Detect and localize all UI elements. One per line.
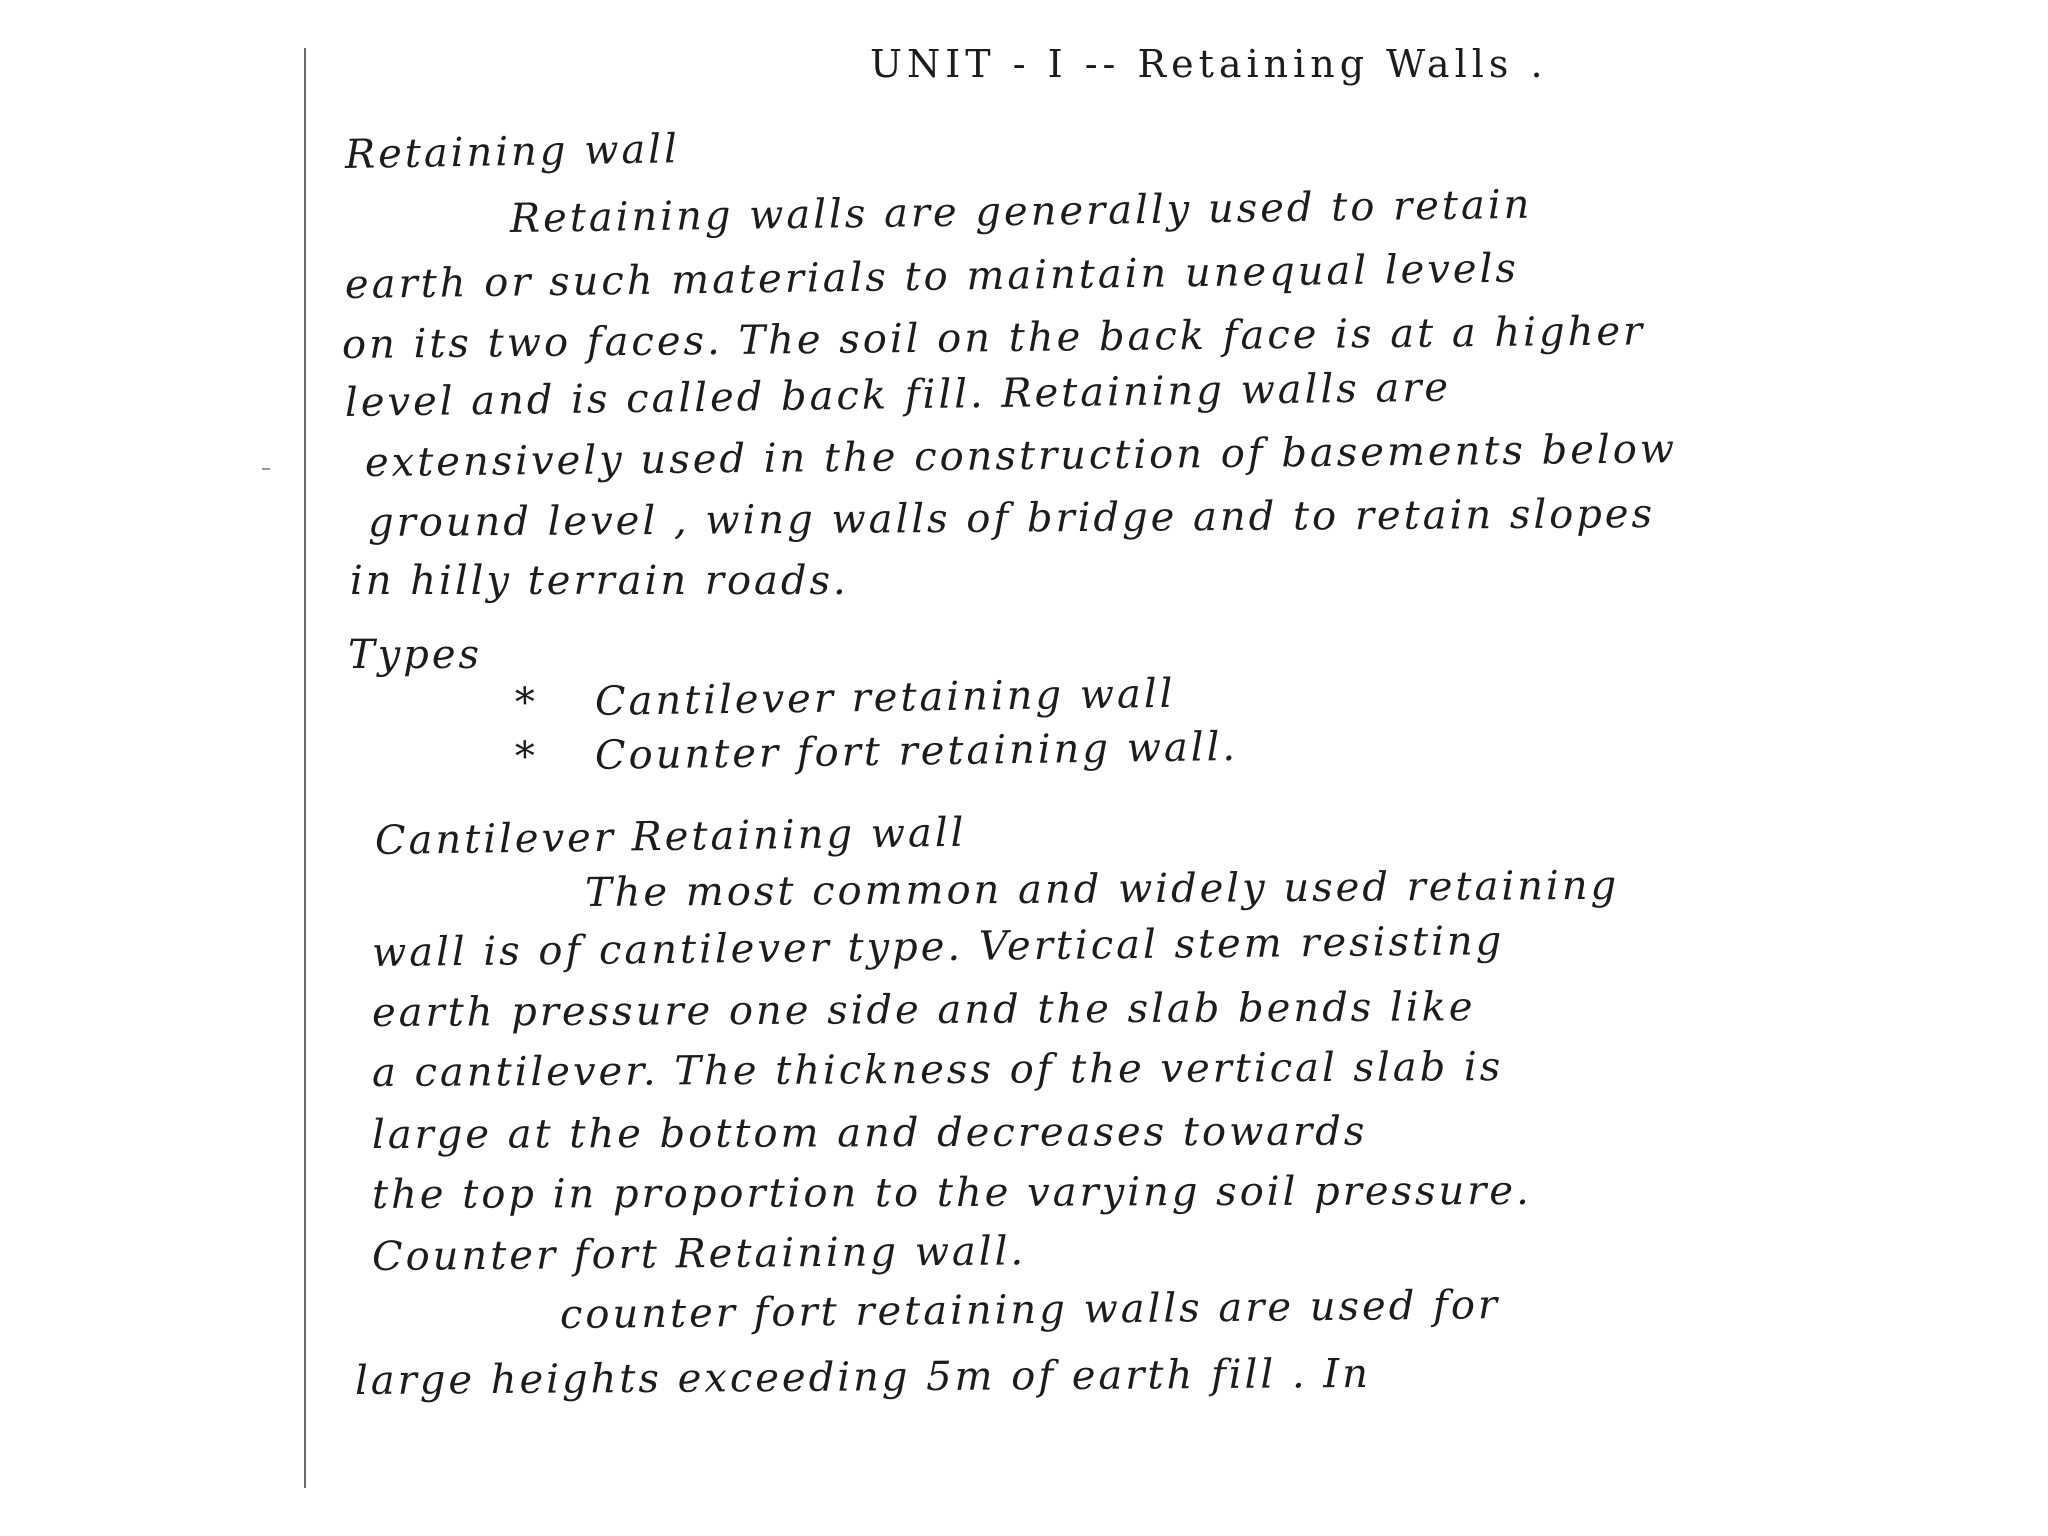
bullet-text: Cantilever retaining wall — [594, 670, 1176, 725]
paragraph-line: the top in proportion to the varying soil pressure. — [371, 1167, 1532, 1218]
paragraph-line: earth pressure one side and the slab bends like — [371, 984, 1476, 1036]
paragraph-line: in hilly terrain roads. — [350, 558, 849, 604]
paragraph-line: counter fort retaining walls are used for — [559, 1282, 1501, 1338]
paragraph-line: level and is called back fill. Retaining walls are — [344, 364, 1452, 426]
page-title: UNIT - I -- Retaining Walls . — [870, 42, 1548, 86]
paragraph-line: ground level , wing walls of bridge and to retain slopes — [367, 491, 1656, 546]
paragraph-line: large at the bottom and decreases towards — [371, 1108, 1368, 1158]
paragraph-line: The most common and widely used retaining — [584, 862, 1620, 916]
bullet-asterisk: * — [514, 679, 539, 726]
paper-speck — [262, 468, 270, 470]
paragraph-line: Retaining walls are generally used to retain — [509, 181, 1533, 242]
paragraph-line: wall is of cantilever type. Vertical stem resisting — [371, 918, 1505, 976]
paragraph-line: a cantilever. The thickness of the vertical slab is — [371, 1044, 1504, 1096]
bullet-item — [515, 671, 1176, 726]
paragraph-line: large heights exceeding 5m of earth fill . In — [354, 1350, 1372, 1404]
paragraph-line: extensively used in the construction of basements below — [364, 426, 1678, 486]
paragraph-line: on its two faces. The soil on the back face is at a higher — [341, 308, 1646, 368]
bullet-item — [515, 724, 1239, 780]
paragraph-line: earth or such materials to maintain unequal levels — [344, 245, 1520, 308]
section-heading-cantilever: Cantilever Retaining wall — [374, 809, 967, 864]
section-heading-retaining-wall: Retaining wall — [344, 126, 681, 178]
bullet-asterisk: * — [514, 733, 539, 780]
section-heading-types: Types — [348, 632, 483, 678]
bullet-text: Counter fort retaining wall. — [594, 723, 1239, 779]
section-heading-counterfort: Counter fort Retaining wall. — [371, 1228, 1027, 1280]
margin-rule — [304, 48, 306, 1488]
